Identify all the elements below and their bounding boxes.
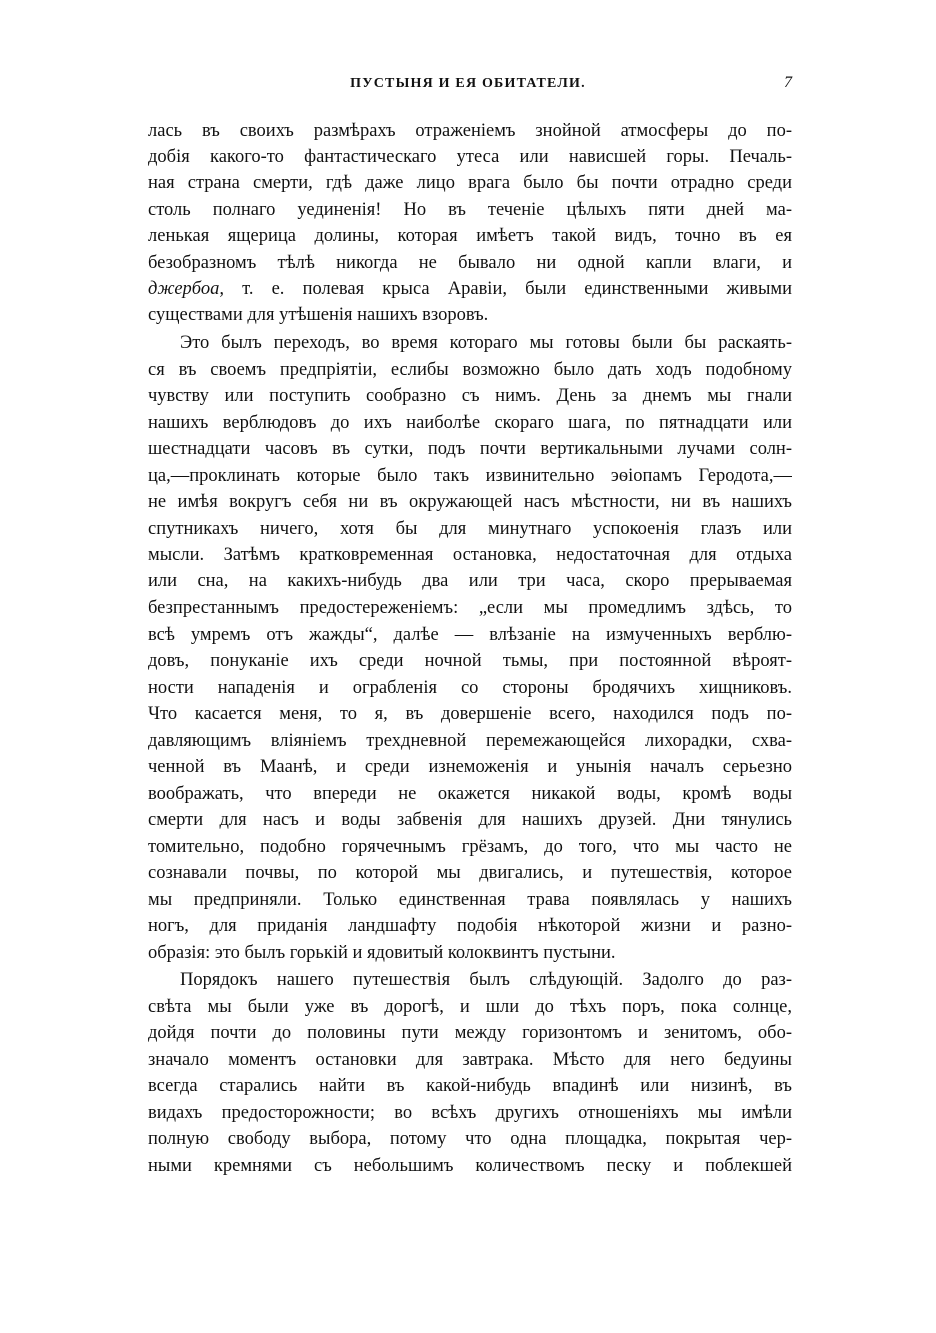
text-line: добія какого-то фантастическаго утеса или нависшей горы. Печаль- [148,147,792,167]
text-line: всѣ умремъ отъ жажды“, далѣе — влѣзаніе на измученныхъ верблю- [148,625,792,645]
text-line: спутникахъ ничего, хотя бы для минутнаго успокоенія глазъ или [148,519,792,539]
text-line: Что касается меня, то я, въ довершеніе всего, находился подъ по- [148,704,792,724]
text-line: сознавали почвы, по которой мы двигались, и путешествія, которое [148,863,792,883]
text-line: дойдя почти до половины пути между горизонтомъ и зенитомъ, обо- [148,1023,792,1043]
text-line-with-italic [148,276,792,302]
text-line: или сна, на какихъ-нибудь два или три часа, скоро прерываемая [148,571,792,591]
italic-term: джербоа, [148,279,224,299]
text-line: ленькая ящерица долины, которая имѣетъ такой видъ, точно въ ея [148,226,792,246]
text-line: воображать, что впереди не окажется никакой воды, кромѣ воды [148,784,792,804]
text-line: нашихъ верблюдовъ до ихъ наиболѣе скораго шага, по пятнадцати или [148,413,792,433]
text-line: шестнадцати часовъ въ сутки, подъ почти вертикальными лучами солн- [148,439,792,459]
text-line: существами для утѣшенія нашихъ взоровъ. [148,305,489,325]
text-line: лась въ своихъ размѣрахъ отраженіемъ знойной атмосферы до по- [148,121,792,141]
text-line: давляющимъ вліяніемъ трехдневной перемежающейся лихорадки, схва- [148,731,792,751]
text-line: мы предприняли. Только единственная трава появлялась у нашихъ [148,890,792,910]
text-line: ная страна смерти, гдѣ даже лицо врага было бы почти отрадно среди [148,173,792,193]
text-line: свѣта мы были уже въ дорогѣ, и шли до тѣхъ поръ, пока солнце, [148,997,792,1017]
text-line: ченной въ Маанѣ, и среди изнеможенія и унынія началъ серьезно [148,757,792,777]
text-line: томительно, подобно горячечнымъ грёзамъ, до того, что мы часто не [148,837,792,857]
text-line: всегда старались найти въ какой-нибудь впадинѣ или низинѣ, въ [148,1076,792,1096]
text-line: видахъ предосторожности; во всѣхъ другихъ отношеніяхъ мы имѣли [148,1103,792,1123]
paragraph-start-line: Порядокъ нашего путешествія былъ слѣдующій. Задолго до раз- [180,970,792,990]
text-line: ногъ, для приданія ландшафту подобія нѣкоторой жизни и разно- [148,916,792,936]
text-line: образія: это былъ горькій и ядовитый колоквинтъ пустыни. [148,943,616,963]
text-line: довъ, понуканіе ихъ среди ночной тьмы, при постоянной вѣроят- [148,651,792,671]
text-line: ности нападенія и ограбленія со стороны бродячихъ хищниковъ. [148,678,792,698]
text-line: ными кремнями съ небольшимъ количествомъ песку и поблекшей [148,1156,792,1176]
page-number: 7 [784,74,792,91]
text-line: смерти для насъ и воды забвенія для нашихъ друзей. Дни тянулись [148,810,792,830]
text-line: чувству или поступить сообразно съ нимъ. День за днемъ мы гнали [148,386,792,406]
text-line: столь полнаго уединенія! Но въ теченіе цѣлыхъ пяти дней ма- [148,200,792,220]
text-span: т. е. полевая крыса Аравіи, были единственными живыми [223,279,792,299]
text-line: значало моментъ остановки для завтрака. Мѣсто для него бедуины [148,1050,792,1070]
running-title: ПУСТЫНЯ И ЕЯ ОБИТАТЕЛИ. [350,76,586,91]
paragraph-start-line: Это былъ переходъ, во время котораго мы готовы были бы раскаять- [180,333,792,353]
text-line: мысли. Затѣмъ кратковременная остановка, недостаточная для отдыха [148,545,792,565]
text-line: ца,—проклинать которые было такъ извинительно эѳіопамъ Геродота,— [148,466,792,486]
text-line: ся въ своемъ предпріятіи, еслибы возможно было дать ходъ подобному [148,360,792,380]
text-line: полную свободу выбора, потому что одна площадка, покрытая чер- [148,1129,792,1149]
text-line: не имѣя вокругъ себя ни въ окружающей насъ мѣстности, ни въ нашихъ [148,492,792,512]
text-line: безпрестаннымъ предостереженіемъ: „если мы промедлимъ здѣсь, то [148,598,792,618]
text-line: безобразномъ тѣлѣ никогда не бывало ни одной капли влаги, и [148,253,792,273]
